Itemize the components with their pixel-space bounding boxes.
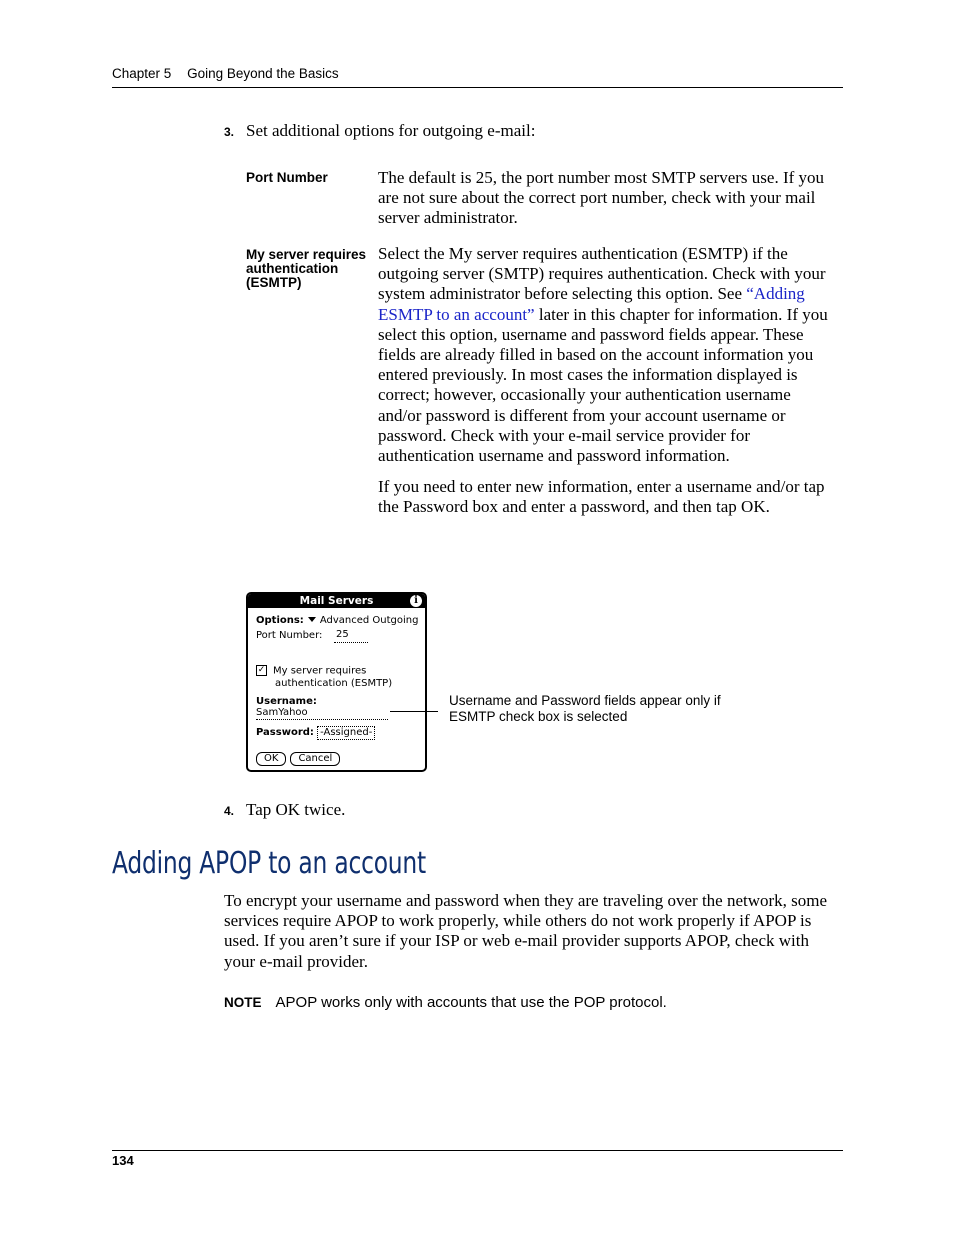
apop-paragraph: To encrypt your username and password when they are traveling over the network, some services require APOP to work properly, while others do not work properly if APOP is used. If you aren’t sure if your ISP or web e-mail provider supports APOP, check with your e-mail provider.: [224, 891, 828, 971]
password-field: -Assigned-: [317, 726, 375, 740]
esmtp-text-before-link: Select the My server requires authentication (ESMTP) if the outgoing server (SMTP) requires authentication. Check with your system administrator before selecting this option. See: [378, 244, 826, 304]
note-text: APOP works only with accounts that use the POP protocol.: [275, 994, 667, 1011]
username-underline: [256, 719, 388, 720]
chapter-label: Chapter 5: [112, 66, 172, 81]
cancel-button: Cancel: [290, 752, 340, 766]
password-row: [256, 726, 375, 740]
password-label: Password:: [256, 727, 314, 738]
header-rule: [112, 87, 843, 88]
definition-esmtp: [378, 244, 836, 529]
device-titlebar: [248, 594, 425, 608]
port-number-row: [256, 630, 322, 641]
options-value: Advanced Outgoing: [319, 615, 419, 626]
options-row: [256, 615, 418, 626]
callout-text: Username and Password fields appear only if ESMTP check box is selected: [449, 693, 721, 724]
definition-esmtp-para2: If you need to enter new information, enter a username and/or tap the Password box and enter a password, and then tap OK.: [378, 477, 825, 517]
term-esmtp-line3: (ESMTP): [246, 275, 302, 290]
term-esmtp-line1: My server requires: [246, 247, 367, 262]
esmtp-checkbox-row: [256, 665, 366, 677]
device-buttons: [256, 752, 344, 766]
esmtp-text-after-link: later in this chapter for information. If you select this option, username and password fields appear. These fields are already filled in based on the account information you entered previously. In most cases the information displayed is correct; however, occasionally your authentication username and/or password is different from your account username or password. Check with your e-mail service provider for authentication username and password information.: [378, 304, 828, 466]
options-label: Options:: [256, 615, 304, 626]
note: [224, 994, 667, 1011]
step-number-3: 3.: [224, 125, 235, 139]
footer-rule: [112, 1150, 843, 1151]
username-label: Username:: [256, 696, 317, 707]
port-number-label: Port Number:: [256, 630, 323, 641]
dropdown-arrow-icon: [308, 617, 316, 622]
esmtp-checkbox: ✓: [257, 665, 266, 675]
mail-servers-screenshot: [246, 592, 427, 772]
adding-esmtp-link[interactable]: “Adding ESMTP to an account”: [378, 284, 805, 324]
esmtp-checkbox-label-line1: My server requires: [273, 665, 367, 677]
step-text-4: Tap OK twice.: [246, 800, 346, 819]
definition-port-number: [378, 168, 836, 240]
esmtp-checkbox-label-line2: authentication (ESMTP): [275, 678, 393, 689]
definition-port-number-text: The default is 25, the port number most SMTP servers use. If you are not sure about the correct port number, check with your mail server administrator.: [378, 168, 825, 228]
step-text-3: Set additional options for outgoing e-mail:: [246, 121, 536, 140]
definition-esmtp-para1: [378, 244, 836, 466]
page-number: 134: [112, 1153, 134, 1168]
term-port-number: Port Number: [246, 170, 328, 185]
note-label: NOTE: [224, 995, 262, 1010]
callout-leader-line: [390, 711, 438, 712]
info-icon: i: [410, 595, 422, 607]
username-value: SamYahoo: [256, 707, 308, 718]
running-header: [112, 66, 339, 81]
ok-button: OK: [256, 752, 286, 766]
port-number-underline: [334, 642, 368, 643]
port-number-value: 25: [336, 629, 349, 640]
term-esmtp-line2: authentication: [246, 261, 339, 276]
step-number-4: 4.: [224, 804, 235, 818]
device-title: Mail Servers: [299, 595, 374, 607]
section-heading: Adding APOP to an account: [112, 846, 426, 881]
term-esmtp: [246, 248, 366, 290]
chapter-title: Going Beyond the Basics: [187, 66, 339, 81]
